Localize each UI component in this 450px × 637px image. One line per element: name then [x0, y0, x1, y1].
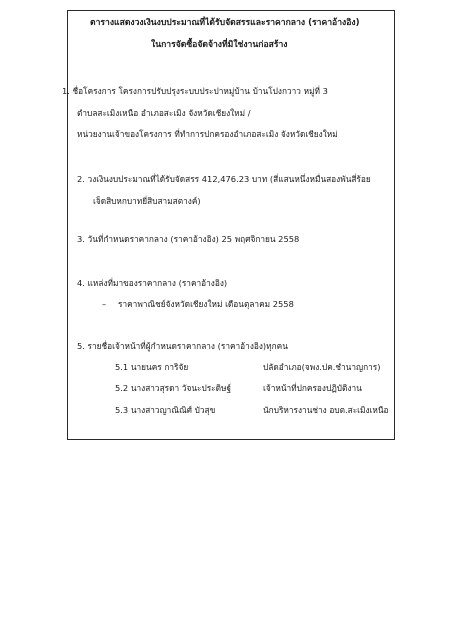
- document-frame: [67, 10, 395, 440]
- section4-price-source-heading: 4. แหล่งที่มาของราคากลาง (ราคาอ้างอิง): [77, 278, 228, 288]
- section4-price-source-item: ราคาพาณิชย์จังหวัดเชียงใหม่ เดือนตุลาคม 2558: [118, 299, 294, 309]
- section1-location: ตำบลสะเมิงเหนือ อำเภอสะเมิง จังหวัดเชียงใหม่ /: [77, 108, 251, 118]
- person-position: ปลัดอำเภอ(จพง.ปค.ชำนาญการ): [263, 362, 381, 372]
- document-title-line1: ตารางแสดงวงเงินงบประมาณที่ได้รับจัดสรรและราคากลาง (ราคาอ้างอิง): [90, 18, 360, 28]
- person-name: 5.3 นางสาวญาณิณิศ์ บัวสุข: [115, 405, 216, 415]
- section1-project-name: 1. ชื่อโครงการ โครงการปรับปรุงระบบประปาหมู่บ้าน บ้านโปงกวาว หมู่ที่ 3: [62, 86, 328, 96]
- section2-budget-words: เจ็ดสิบหกบาทยี่สิบสามสตางค์): [93, 196, 201, 206]
- section2-budget: 2. วงเงินงบประมาณที่ได้รับจัดสรร 412,476.23 บาท (สี่แสนหนึ่งหมื่นสองพันสี่ร้อย: [77, 174, 371, 184]
- person-position: เจ้าหน้าที่ปกครองปฏิบัติงาน: [263, 383, 362, 393]
- section1-owner-agency: หน่วยงานเจ้าของโครงการ ที่ทำการปกครองอำเภอสะเมิง จังหวัดเชียงใหม่: [77, 129, 338, 139]
- section4-bullet: –: [102, 299, 107, 309]
- person-name: 5.2 นางสาวสุรดา วัจนะประดิษฐ์: [115, 383, 232, 393]
- section3-reference-date: 3. วันที่กำหนดราคากลาง (ราคาอ้างอิง) 25 พฤศจิกายน 2558: [77, 234, 300, 244]
- person-position: นักบริหารงานช่าง อบต.สะเมิงเหนือ: [263, 405, 389, 415]
- section5-heading: 5. รายชื่อเจ้าหน้าที่ผู้กำหนดราคากลาง (ราคาอ้างอิง)ทุกคน: [77, 341, 288, 351]
- document-title-line2: ในการจัดซื้อจัดจ้างที่มิใช่งานก่อสร้าง: [151, 40, 288, 50]
- person-name: 5.1 นายนคร การิจัย: [115, 362, 189, 372]
